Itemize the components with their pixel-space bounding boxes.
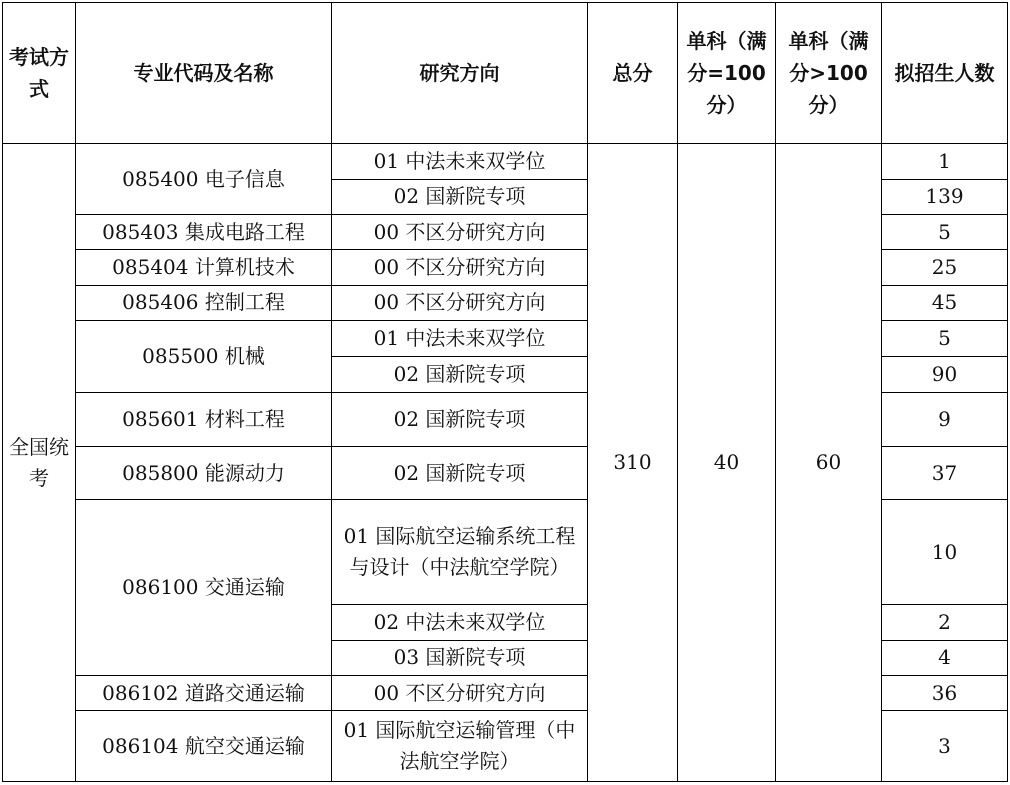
admission-score-table: [2, 2, 1008, 782]
direction-cell: 00 不区分研究方向: [332, 285, 588, 320]
quota-cell: 4: [882, 640, 1008, 675]
major-cell: 086102 道路交通运输: [76, 675, 332, 710]
direction-cell: 01 中法未来双学位: [332, 144, 588, 179]
quota-cell: 139: [882, 179, 1008, 214]
header-major: 专业代码及名称: [76, 3, 332, 144]
major-cell: 085601 材料工程: [76, 393, 332, 446]
direction-cell: 01 国际航空运输系统工程与设计（中法航空学院）: [332, 500, 588, 605]
quota-cell: 9: [882, 393, 1008, 446]
quota-cell: 25: [882, 250, 1008, 285]
header-row: [3, 3, 1008, 144]
quota-cell: 45: [882, 285, 1008, 320]
quota-cell: 37: [882, 446, 1008, 499]
major-cell: 085404 计算机技术: [76, 250, 332, 285]
quota-cell: 90: [882, 357, 1008, 393]
single-gt100-cell: 60: [776, 144, 882, 782]
quota-cell: 1: [882, 144, 1008, 179]
header-single-100: 单科（满分=100分）: [678, 3, 776, 144]
quota-cell: 36: [882, 675, 1008, 710]
direction-cell: 01 中法未来双学位: [332, 320, 588, 356]
quota-cell: 5: [882, 214, 1008, 249]
major-cell: 085500 机械: [76, 320, 332, 393]
header-exam-mode: 考试方式: [3, 3, 76, 144]
total-score-cell: 310: [588, 144, 678, 782]
direction-cell: 02 中法未来双学位: [332, 605, 588, 640]
quota-cell: 10: [882, 500, 1008, 605]
major-cell: 085400 电子信息: [76, 144, 332, 215]
direction-cell: 00 不区分研究方向: [332, 675, 588, 710]
quota-cell: 5: [882, 320, 1008, 356]
major-cell: 086100 交通运输: [76, 500, 332, 676]
direction-cell: 02 国新院专项: [332, 357, 588, 393]
direction-cell: 00 不区分研究方向: [332, 250, 588, 285]
direction-cell: 00 不区分研究方向: [332, 214, 588, 249]
header-direction: 研究方向: [332, 3, 588, 144]
table-row: [3, 144, 1008, 179]
major-cell: 085403 集成电路工程: [76, 214, 332, 249]
single-100-cell: 40: [678, 144, 776, 782]
direction-cell: 01 国际航空运输管理（中法航空学院）: [332, 711, 588, 782]
direction-cell: 02 国新院专项: [332, 393, 588, 446]
direction-cell: 03 国新院专项: [332, 640, 588, 675]
direction-cell: 02 国新院专项: [332, 179, 588, 214]
major-cell: 085406 控制工程: [76, 285, 332, 320]
quota-cell: 2: [882, 605, 1008, 640]
header-quota: 拟招生人数: [882, 3, 1008, 144]
major-cell: 086104 航空交通运输: [76, 711, 332, 782]
header-single-gt100: 单科（满分>100分）: [776, 3, 882, 144]
direction-cell: 02 国新院专项: [332, 446, 588, 499]
quota-cell: 3: [882, 711, 1008, 782]
header-total: 总分: [588, 3, 678, 144]
major-cell: 085800 能源动力: [76, 446, 332, 499]
exam-mode-cell: 全国统考: [3, 144, 76, 782]
